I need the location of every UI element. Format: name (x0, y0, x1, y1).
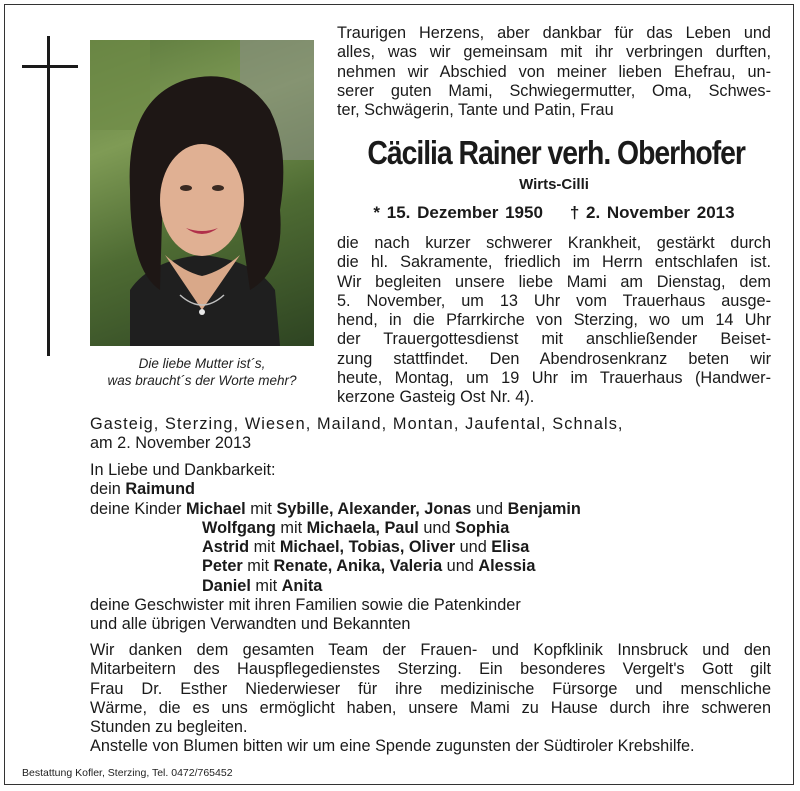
thanks-text: Wir danken dem gesamten Team der Frauen- und Kopfklinik Innsbruck und den Mitarbeitern des Hauspflegedienstes Sterzing. Ein besonderes Vergelt's Gott gilt Frau Dr. Esther Niederwieser für ihre medizinische Fürsorge und menschliche Wärme, die es uns ermöglicht haben, unsere Mami zu Hause durch ihre schweren Stunden zu begleiten. Anstelle von Blumen bitten wir um eine Spende zugunsten der Südtiroler Krebshilfe. (90, 641, 771, 756)
family-intro: In Liebe und Dankbarkeit: (90, 461, 276, 479)
child-line: Astrid mit Michael, Tobias, Oliver und Elisa (202, 538, 530, 557)
nickname: Wirts-Cilli (519, 176, 589, 193)
husband-line: dein Raimund (90, 480, 195, 499)
funeral-home-footer: Bestattung Kofler, Sterzing, Tel. 0472/765452 (22, 767, 233, 779)
child-line: deine Kinder Michael mit Sybille, Alexander, Jonas und Benjamin (90, 499, 581, 518)
portrait-photo (90, 40, 314, 346)
child-line: Wolfgang mit Michaela, Paul und Sophia (202, 518, 510, 537)
child-line: Daniel mit Anita (202, 576, 323, 595)
relatives-line: und alle übrigen Verwandten und Bekannten (90, 615, 411, 634)
funeral-details: die nach kurzer schwerer Krankheit, gestärkt durch die hl. Sakramente, friedlich im Herrn entschlafen ist. Wir begleiten unsere liebe Mami am Dienstag, dem 5. November, um 13 Uhr vom Trauerhaus ausge- hend, in die Pfarrkirche von Sterzing, wo um 14 Uhr der Trauergottesdienst mit anschließender Beiset- zung stattfindet. Den Abendrosenkranz beten wir heute, Montag, um 19 Uhr im Trauerhaus (Handwer- kerzone Gasteig Ost Nr. 4). (337, 234, 771, 407)
deceased-name: Cäcilia Rainer verh. Oberhofer (367, 134, 745, 171)
donation-note: Anstelle von Blumen bitten wir um eine Spende zugunsten der Südtiroler Krebshilfe. (90, 737, 695, 756)
siblings-line: deine Geschwister mit ihren Familien sowie die Patenkinder (90, 596, 521, 615)
birth-date: * 15. Dezember 1950 (373, 203, 543, 222)
place-list: Gasteig, Sterzing, Wiesen, Mailand, Montan, Jaufental, Schnals, am 2. November 2013 (90, 415, 624, 453)
photo-caption: Die liebe Mutter ist´s, was braucht´s der Worte mehr? (107, 356, 297, 388)
death-date: † 2. November 2013 (569, 203, 735, 222)
child-line: Peter mit Renate, Anika, Valeria und Alessia (202, 557, 536, 576)
life-dates (337, 203, 771, 223)
mourners-list (90, 461, 770, 635)
intro-text: Traurigen Herzens, aber dankbar für das Leben und alles, was wir gemeinsam mit ihr verbringen durften, nehmen wir Abschied von meiner lieben Ehefrau, un- serer guten Mami, Schwiegermutter, Oma, Schwes- ter, Schwägerin, Tante und Patin, Frau (337, 24, 771, 120)
